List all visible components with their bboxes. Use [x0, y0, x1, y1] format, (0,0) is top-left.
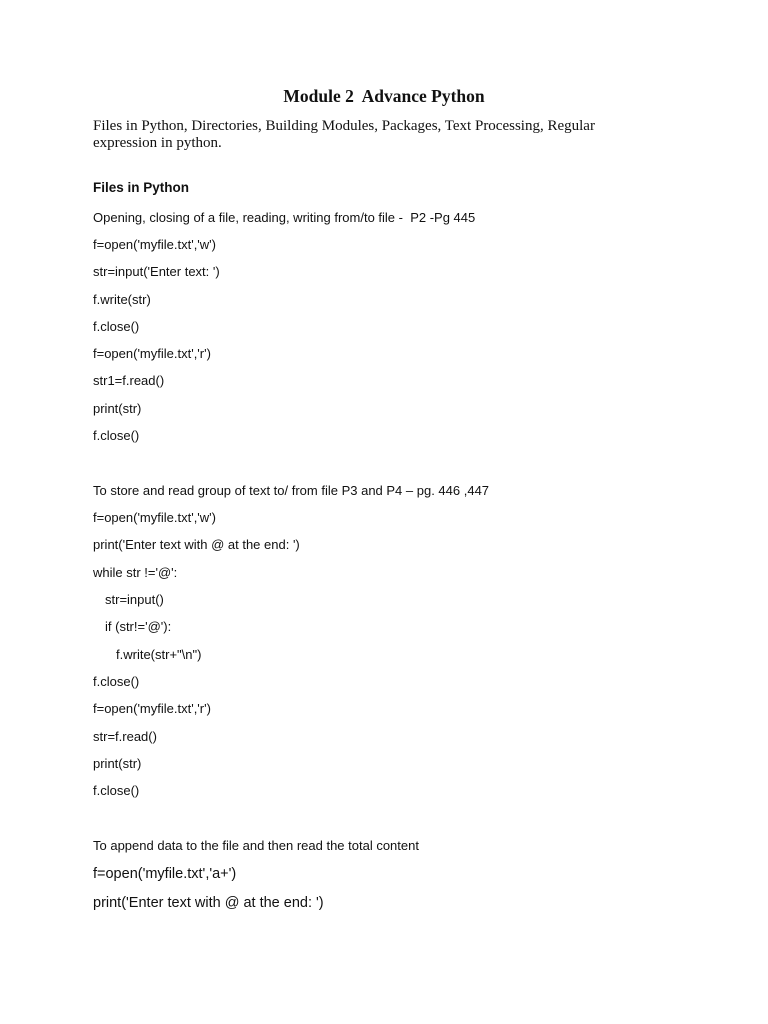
code-line: str=f.read() [93, 729, 157, 744]
code-line: str=input('Enter text: ') [93, 264, 220, 279]
document-title: Module 2 Advance Python [283, 86, 485, 106]
code-line: f.write(str) [93, 292, 151, 307]
module-topics-intro: Files in Python, Directories, Building Modules, Packages, Text Processing, Regular expression in python. [93, 118, 595, 151]
code-line: print(str) [93, 756, 142, 771]
code-line: f=open('myfile.txt','w') [93, 237, 216, 252]
code-line: str=input() [105, 592, 164, 607]
code-line: str1=f.read() [93, 373, 165, 388]
code-line: f.write(str+"\n") [116, 647, 202, 662]
code-line: f=open('myfile.txt','r') [93, 701, 211, 716]
code-line: while str !='@': [93, 565, 178, 580]
code-line: print('Enter text with @ at the end: ') [93, 537, 300, 552]
code-line: f.close() [93, 428, 140, 443]
code-line: f.close() [93, 319, 140, 334]
block2-caption: To store and read group of text to/ from file P3 and P4 – pg. 446 ,447 [93, 483, 490, 498]
code-line: f=open('myfile.txt','a+') [93, 866, 237, 882]
block3-caption: To append data to the file and then read the total content [93, 838, 419, 853]
code-line: f=open('myfile.txt','w') [93, 510, 216, 525]
section-heading-files-in-python: Files in Python [93, 180, 190, 195]
code-line: f.close() [93, 783, 140, 798]
code-line: f.close() [93, 674, 140, 689]
block1-caption: Opening, closing of a file, reading, writing from/to file - P2 -Pg 445 [93, 210, 476, 225]
code-line: f=open('myfile.txt','r') [93, 346, 211, 361]
code-line: print(str) [93, 401, 142, 416]
code-line: if (str!='@'): [105, 619, 172, 634]
code-line: print('Enter text with @ at the end: ') [93, 895, 324, 911]
